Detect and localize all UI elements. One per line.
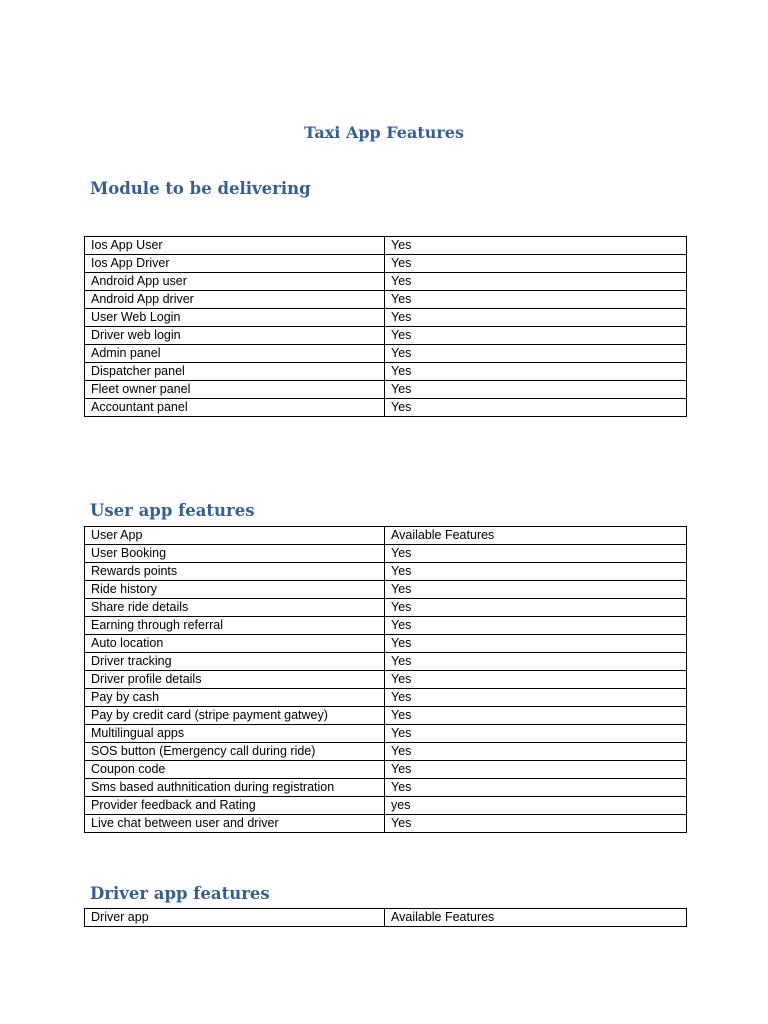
feature-name-cell: Live chat between user and driver: [85, 815, 385, 833]
feature-name-cell: SOS button (Emergency call during ride): [85, 743, 385, 761]
feature-name-cell: Android App user: [85, 273, 385, 291]
availability-cell: Available Features: [385, 909, 687, 927]
availability-cell: Yes: [385, 309, 687, 327]
availability-cell: Yes: [385, 291, 687, 309]
feature-name-cell: Ride history: [85, 581, 385, 599]
feature-name-cell: Pay by credit card (stripe payment gatwey): [85, 707, 385, 725]
table-row: [85, 581, 687, 599]
availability-cell: Yes: [385, 815, 687, 833]
table-row: [85, 725, 687, 743]
availability-cell: Yes: [385, 599, 687, 617]
feature-name-cell: Accountant panel: [85, 399, 385, 417]
feature-name-cell: Earning through referral: [85, 617, 385, 635]
feature-name-cell: Driver profile details: [85, 671, 385, 689]
table-row: [85, 599, 687, 617]
table-row: [85, 815, 687, 833]
feature-name-cell: Ios App Driver: [85, 255, 385, 273]
feature-name-cell: Android App driver: [85, 291, 385, 309]
section-heading-user-app: User app features: [90, 501, 255, 520]
table-row: [85, 707, 687, 725]
table-row: [85, 779, 687, 797]
section-heading-driver-app: Driver app features: [90, 884, 270, 903]
table-row: [85, 545, 687, 563]
feature-name-cell: Sms based authnitication during registration: [85, 779, 385, 797]
section-heading-modules: Module to be delivering: [90, 179, 311, 198]
availability-cell: Yes: [385, 743, 687, 761]
table-row: [85, 255, 687, 273]
availability-cell: Yes: [385, 237, 687, 255]
table-row: [85, 273, 687, 291]
table-row: [85, 291, 687, 309]
feature-name-cell: User Booking: [85, 545, 385, 563]
feature-name-cell: Provider feedback and Rating: [85, 797, 385, 815]
feature-name-cell: Share ride details: [85, 599, 385, 617]
feature-name-cell: Auto location: [85, 635, 385, 653]
user-app-features-table: [84, 526, 687, 833]
availability-cell: Yes: [385, 779, 687, 797]
table-row: [85, 363, 687, 381]
availability-cell: Yes: [385, 545, 687, 563]
availability-cell: Yes: [385, 399, 687, 417]
availability-cell: Yes: [385, 563, 687, 581]
availability-cell: Yes: [385, 581, 687, 599]
availability-cell: Yes: [385, 617, 687, 635]
availability-cell: Yes: [385, 273, 687, 291]
table-row: [85, 635, 687, 653]
table-row: [85, 527, 687, 545]
table-row: [85, 563, 687, 581]
table-row: [85, 653, 687, 671]
availability-cell: Yes: [385, 761, 687, 779]
feature-name-cell: Coupon code: [85, 761, 385, 779]
availability-cell: Yes: [385, 635, 687, 653]
feature-name-cell: Fleet owner panel: [85, 381, 385, 399]
feature-name-cell: Dispatcher panel: [85, 363, 385, 381]
feature-name-cell: Rewards points: [85, 563, 385, 581]
availability-cell: Available Features: [385, 527, 687, 545]
feature-name-cell: Ios App User: [85, 237, 385, 255]
table-row: [85, 237, 687, 255]
feature-name-cell: Driver web login: [85, 327, 385, 345]
table-row: [85, 399, 687, 417]
table-row: [85, 309, 687, 327]
modules-table: [84, 236, 687, 417]
driver-app-features-table: [84, 908, 687, 927]
availability-cell: Yes: [385, 255, 687, 273]
table-row: [85, 345, 687, 363]
table-row: [85, 671, 687, 689]
availability-cell: Yes: [385, 327, 687, 345]
availability-cell: Yes: [385, 363, 687, 381]
availability-cell: yes: [385, 797, 687, 815]
table-row: [85, 327, 687, 345]
table-row: [85, 689, 687, 707]
feature-name-cell: Driver app: [85, 909, 385, 927]
availability-cell: Yes: [385, 689, 687, 707]
availability-cell: Yes: [385, 707, 687, 725]
feature-name-cell: Driver tracking: [85, 653, 385, 671]
table-row: [85, 617, 687, 635]
feature-name-cell: Multilingual apps: [85, 725, 385, 743]
availability-cell: Yes: [385, 653, 687, 671]
feature-name-cell: User Web Login: [85, 309, 385, 327]
feature-name-cell: User App: [85, 527, 385, 545]
document-title: Taxi App Features: [304, 123, 464, 142]
table-row: [85, 743, 687, 761]
table-row: [85, 761, 687, 779]
availability-cell: Yes: [385, 345, 687, 363]
table-row: [85, 381, 687, 399]
availability-cell: Yes: [385, 671, 687, 689]
feature-name-cell: Admin panel: [85, 345, 385, 363]
table-row: [85, 909, 687, 927]
availability-cell: Yes: [385, 725, 687, 743]
availability-cell: Yes: [385, 381, 687, 399]
table-row: [85, 797, 687, 815]
feature-name-cell: Pay by cash: [85, 689, 385, 707]
